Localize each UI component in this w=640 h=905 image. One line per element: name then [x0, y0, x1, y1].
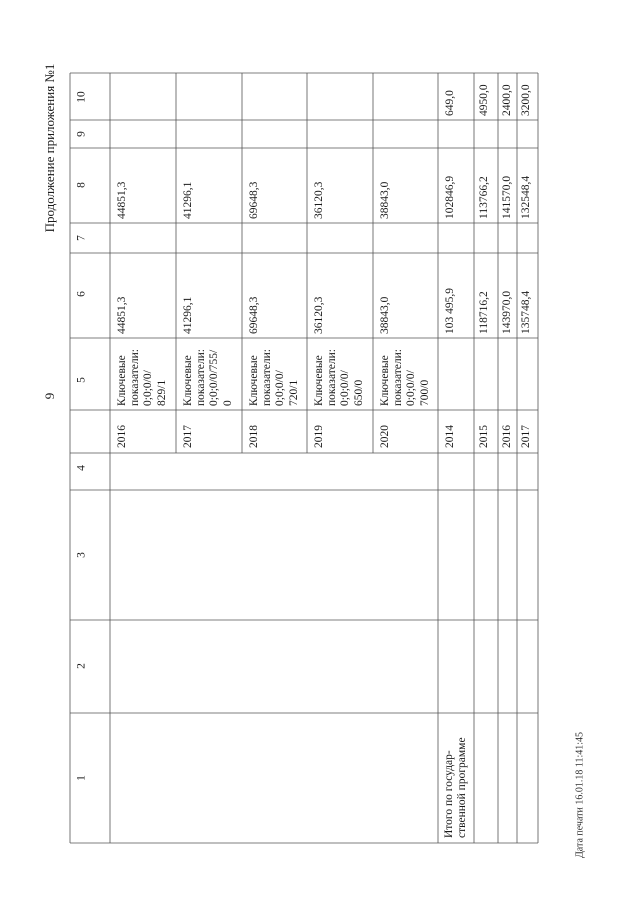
header-col-8: 8: [75, 182, 88, 188]
value-cell: 113766,2: [478, 176, 490, 219]
value-cell: 118716,2: [478, 291, 490, 334]
value-cell: 102846,9: [444, 175, 456, 219]
header-col-7: 7: [75, 235, 88, 241]
header-col-5: 5: [75, 377, 88, 383]
header-col-2: 2: [75, 663, 88, 669]
value-cell: 649,0: [444, 90, 456, 116]
year-cell: 2020: [379, 425, 391, 448]
header-col-3: 3: [75, 552, 88, 558]
value-cell: 103 495,9: [444, 288, 456, 334]
value-cell: 36120,3: [313, 181, 325, 219]
year-cell: 2018: [248, 425, 260, 448]
indicator-cell: Ключевые показатели: 0;0;0/0/ 829/1: [116, 349, 168, 406]
value-cell: 44851,3: [116, 296, 128, 334]
indicator-cell: Ключевые показатели: 0;0;0/0/ 700/0: [379, 349, 431, 406]
indicator-cell: Ключевые показатели: 0;0;0/0/ 720/1: [248, 349, 300, 406]
total-label: Итого по государ- ственной программе: [443, 737, 469, 838]
header-col-10: 10: [75, 91, 88, 103]
indicator-cell: Ключевые показатели: 0;0;0/0/ 650/0: [313, 349, 365, 406]
year-cell: 2014: [444, 425, 456, 448]
value-cell: 143970,0: [501, 290, 513, 334]
value-cell: 41296,1: [182, 181, 194, 219]
header-col-1: 1: [75, 775, 88, 781]
value-cell: 38843,0: [379, 181, 391, 219]
value-cell: 132548,4: [520, 175, 532, 219]
value-cell: 69648,3: [248, 296, 260, 334]
year-cell: 2017: [182, 425, 194, 448]
value-cell: 44851,3: [116, 181, 128, 219]
print-date: Дата печати 16.01.18 11:41:45: [574, 731, 586, 859]
year-cell: 2016: [116, 425, 128, 448]
value-cell: 2400,0: [501, 84, 513, 116]
value-cell: 4950,0: [478, 84, 490, 116]
value-cell: 3200,0: [520, 84, 532, 116]
indicator-cell: Ключевые показатели: 0;0;0/0/755/ 0: [182, 349, 234, 406]
value-cell: 69648,3: [248, 181, 260, 219]
page-number: 9: [42, 392, 57, 400]
year-cell: 2019: [313, 425, 325, 448]
header-col-4: 4: [75, 465, 88, 471]
value-cell: 36120,3: [313, 296, 325, 334]
header-col-6: 6: [75, 291, 88, 297]
year-cell: 2016: [501, 425, 513, 448]
header-col-9: 9: [75, 131, 88, 137]
appendix-note: Продолжение приложения №1: [42, 63, 57, 233]
value-cell: 135748,4: [520, 290, 532, 334]
value-cell: 41296,1: [182, 296, 194, 334]
value-cell: 38843,0: [379, 296, 391, 334]
value-cell: 141570,0: [501, 175, 513, 219]
year-cell: 2017: [520, 425, 532, 448]
year-cell: 2015: [478, 425, 490, 448]
